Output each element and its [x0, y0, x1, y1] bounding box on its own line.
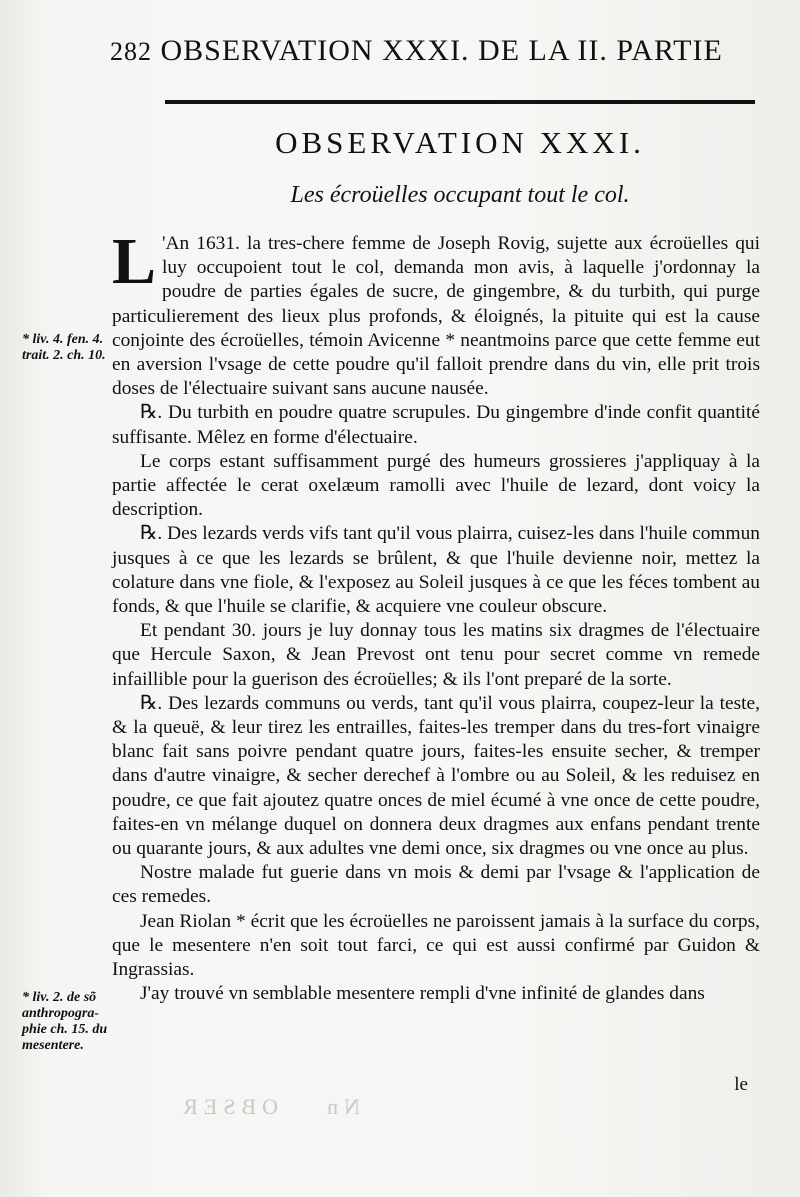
- paragraph-4: Nostre malade fut guerie dans vn mois & demi par l'vsage & l'application de ces remedes.: [112, 862, 760, 908]
- bleed-through-decoration-2: Nn: [321, 1094, 360, 1119]
- margin-note-riolan: * liv. 2. de sõ anthropogra-phie ch. 15. du mesentere.: [22, 990, 108, 1053]
- drop-cap: L: [112, 225, 157, 298]
- recipe-1: ℞. Du turbith en poudre quatre scrupules. Du gingembre d'inde confit quantité suffisante. Mêlez en forme d'électuaire.: [112, 402, 760, 448]
- observation-subtitle: Les écroüelles occupant tout le col.: [290, 182, 630, 208]
- margin-note-avicenne: * liv. 4. fen. 4. trait. 2. ch. 10.: [22, 332, 106, 363]
- running-head: [110, 34, 760, 68]
- paragraph-1: [112, 225, 760, 401]
- running-head-text: OBSERVATION XXXI. DE LA II. PARTIE: [160, 34, 723, 67]
- body-text: [112, 225, 760, 1007]
- recipe-2: ℞. Des lezards verds vifs tant qu'il vous plairra, cuisez-les dans l'huile commun jusques à ce que les lezards se brûlent, & que l'huile devienne noir, mettez la colature dans vne fiole, & l'exposez au Soleil jusques à ce que les féces tombent au fonds, & que l'huile se clarifie, & acquiere vne couleur obscure.: [112, 523, 760, 618]
- recipe-3: ℞. Des lezards communs ou verds, tant qu'il vous plairra, coupez-leur la teste, & la queuë, & leur tirez les entrailles, faites-les tremper dans du tres-fort vinaigre blanc fait sans poivre pendant quatre jours, faites-les ensuite secher, & tremper dans d'autre vinaigre, & secher derechef à l'ombre ou au Soleil, & les reduisez en poudre, ce que fait ajoutez quatre onces de miel écumé à vne once de cette poudre, faites-en vn mélange duquel on donnera deux dragmes aux enfans pendant trente ou quarante jours, & aux adultes vne demi once, six dragmes ou vne once au plus.: [112, 692, 760, 860]
- paragraph-5: Jean Riolan * écrit que les écroüelles ne paroissent jamais à la surface du corps, que le mesentere n'en soit tout farci, ce qui est aussi confirmé par Guidon & Ingrassias.: [112, 910, 760, 981]
- page-number: 282: [110, 37, 152, 66]
- paragraph-1-rest: 'An 1631. la tres-chere femme de Joseph Rovig, sujette aux écroüelles qui luy occupoient tout le col, demanda mon avis, à laquelle j'ordonnay la poudre de parties égales de sucre, de gingembre, & du turbith, qui purge particulierement des lieux plus profonds, & éloignés, la pituite qui est la cause conjointe des écroüelles, témoin Avicenne * neantmoins parce que cette femme eut en aversion l'vsage de cette poudre qu'il falloit prendre dans du vin, elle prit trois doses de l'électuaire suivant sans aucune nausée.: [112, 233, 760, 400]
- header-rule: [165, 100, 755, 104]
- paragraph-2: Le corps estant suffisamment purgé des humeurs grossieres j'appliquay à la partie affectée le cerat oxelæum ramolli avec l'huile de lezard, dont voicy la description.: [112, 450, 760, 521]
- catchword: le: [734, 1074, 748, 1095]
- observation-title: OBSERVATION XXXI.: [275, 125, 645, 160]
- bleed-through-decoration: OBSER: [177, 1094, 278, 1119]
- paragraph-6: J'ay trouvé vn semblable mesentere rempli d'vne infinité de glandes dans: [140, 983, 705, 1005]
- paragraph-3: Et pendant 30. jours je luy donnay tous les matins six dragmes de l'électuaire que Hercule Saxon, & Jean Prevost ont tenu pour secret comme vn remede infaillible pour la guerison des écroüelles; & ils l'ont preparé de la sorte.: [112, 620, 760, 690]
